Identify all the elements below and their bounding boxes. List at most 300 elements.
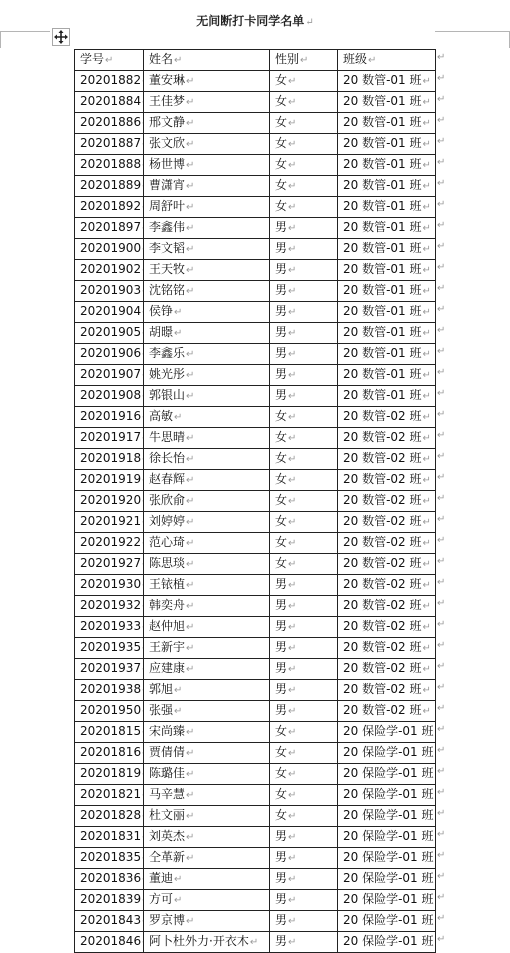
cell-class[interactable] <box>338 218 436 239</box>
cell-text: 宋尚臻 <box>149 724 186 738</box>
cell-name[interactable] <box>144 848 270 869</box>
cell-text: 20201919 <box>80 472 142 486</box>
cell-student-id[interactable] <box>75 470 144 491</box>
cell-mark: ↵ <box>288 160 297 171</box>
cell-class[interactable] <box>338 113 436 134</box>
table-row <box>75 911 436 932</box>
cell-name[interactable] <box>144 701 270 722</box>
cell-name[interactable] <box>144 890 270 911</box>
cell-gender[interactable] <box>270 701 338 722</box>
table-row <box>75 680 436 701</box>
row-end-mark: ↵ <box>437 766 446 777</box>
cell-class[interactable] <box>338 596 436 617</box>
cell-mark <box>435 748 436 759</box>
cell-text: 女 <box>275 199 288 213</box>
cell-name[interactable] <box>144 134 270 155</box>
cell-name[interactable] <box>144 512 270 533</box>
cell-class[interactable] <box>338 302 436 323</box>
cell-name[interactable] <box>144 365 270 386</box>
cell-gender[interactable] <box>270 785 338 806</box>
cell-mark: ↵ <box>186 916 195 927</box>
cell-gender[interactable] <box>270 575 338 596</box>
cell-mark: ↵ <box>186 790 195 801</box>
cell-mark: ↵ <box>186 769 195 780</box>
table-row <box>75 92 436 113</box>
cell-mark: ↵ <box>186 580 195 591</box>
row-end-mark: ↵ <box>437 472 446 483</box>
cell-class[interactable] <box>338 323 436 344</box>
cell-class[interactable] <box>338 638 436 659</box>
cell-student-id[interactable] <box>75 491 144 512</box>
cell-gender[interactable] <box>270 911 338 932</box>
cell-name[interactable] <box>144 491 270 512</box>
cell-class[interactable] <box>338 911 436 932</box>
cell-mark <box>435 832 436 843</box>
cell-class[interactable] <box>338 71 436 92</box>
cell-student-id[interactable] <box>75 365 144 386</box>
cell-class[interactable] <box>338 554 436 575</box>
cell-gender[interactable] <box>270 239 338 260</box>
cell-name[interactable] <box>144 386 270 407</box>
cell-class[interactable] <box>338 365 436 386</box>
row-end-mark: ↵ <box>437 934 446 945</box>
cell-text: 20 数管-01 班 <box>343 283 422 297</box>
cell-mark: ↵ <box>368 55 377 66</box>
cell-text: 20 保险学-01 班 <box>343 787 434 801</box>
cell-student-id[interactable] <box>75 848 144 869</box>
cell-gender[interactable] <box>270 176 338 197</box>
cell-student-id[interactable] <box>75 71 144 92</box>
cell-student-id[interactable] <box>75 869 144 890</box>
row-end-mark: ↵ <box>437 850 446 861</box>
row-end-mark: ↵ <box>437 73 446 84</box>
cell-mark: ↵ <box>174 412 183 423</box>
cell-gender[interactable] <box>270 533 338 554</box>
cell-text: 20 数管-02 班 <box>343 409 422 423</box>
cell-gender[interactable] <box>270 71 338 92</box>
cell-mark: ↵ <box>288 643 297 654</box>
cell-name[interactable] <box>144 155 270 176</box>
cell-name[interactable] <box>144 113 270 134</box>
cell-mark: ↵ <box>422 391 431 402</box>
cell-mark: ↵ <box>186 391 195 402</box>
row-end-mark: ↵ <box>437 787 446 798</box>
cell-name[interactable] <box>144 218 270 239</box>
row-end-mark: ↵ <box>437 283 446 294</box>
cell-name[interactable] <box>144 449 270 470</box>
cell-text: 20 数管-01 班 <box>343 157 422 171</box>
cell-gender[interactable] <box>270 260 338 281</box>
cell-student-id[interactable] <box>75 785 144 806</box>
cell-name[interactable] <box>144 344 270 365</box>
table-row <box>75 575 436 596</box>
cell-class[interactable] <box>338 533 436 554</box>
cell-name[interactable] <box>144 533 270 554</box>
cell-gender[interactable] <box>270 659 338 680</box>
cell-text: 女 <box>275 73 288 87</box>
table-move-handle-icon[interactable] <box>52 28 70 46</box>
table-row <box>75 218 436 239</box>
cell-mark: ↵ <box>288 664 297 675</box>
cell-text: 女 <box>275 136 288 150</box>
cell-text: 女 <box>275 409 288 423</box>
cell-student-id[interactable] <box>75 596 144 617</box>
cell-text: 20 数管-01 班 <box>343 325 422 339</box>
cell-gender[interactable] <box>270 743 338 764</box>
cell-student-id[interactable] <box>75 554 144 575</box>
document-title <box>0 12 510 29</box>
cell-student-id[interactable] <box>75 197 144 218</box>
cell-mark: ↵ <box>422 433 431 444</box>
cell-student-id[interactable] <box>75 407 144 428</box>
cell-text: 20201900 <box>80 241 142 255</box>
cell-student-id[interactable] <box>75 743 144 764</box>
cell-text: 20201908 <box>80 388 142 402</box>
cell-gender[interactable] <box>270 470 338 491</box>
cell-class[interactable] <box>338 890 436 911</box>
cell-class[interactable] <box>338 428 436 449</box>
cell-gender[interactable] <box>270 155 338 176</box>
cell-name[interactable] <box>144 680 270 701</box>
cell-text: 女 <box>275 94 288 108</box>
header-name <box>144 50 270 71</box>
cell-gender[interactable] <box>270 512 338 533</box>
cell-text: 张强 <box>149 703 174 717</box>
cell-class[interactable] <box>338 281 436 302</box>
cell-class[interactable] <box>338 617 436 638</box>
cell-class[interactable] <box>338 932 436 953</box>
cell-student-id[interactable] <box>75 827 144 848</box>
cell-text: 20201836 <box>80 871 142 885</box>
cell-gender[interactable] <box>270 197 338 218</box>
cell-mark <box>435 874 436 885</box>
cell-student-id[interactable] <box>75 155 144 176</box>
cell-gender[interactable] <box>270 407 338 428</box>
cell-student-id[interactable] <box>75 764 144 785</box>
cell-text: 男 <box>275 346 288 360</box>
cell-mark: ↵ <box>186 97 195 108</box>
cell-mark: ↵ <box>288 622 297 633</box>
cell-text: 女 <box>275 745 288 759</box>
row-end-mark: ↵ <box>437 661 446 672</box>
cell-name[interactable] <box>144 617 270 638</box>
cell-class[interactable] <box>338 848 436 869</box>
cell-class[interactable] <box>338 680 436 701</box>
cell-text: 20 数管-01 班 <box>343 346 422 360</box>
row-end-mark: ↵ <box>437 619 446 630</box>
cell-text: 20 数管-01 班 <box>343 178 422 192</box>
cell-gender[interactable] <box>270 722 338 743</box>
cell-text: 20 数管-02 班 <box>343 598 422 612</box>
cell-class[interactable] <box>338 701 436 722</box>
cell-name[interactable] <box>144 176 270 197</box>
cell-text: 阿卜杜外力·开衣木 <box>149 934 249 948</box>
cell-class[interactable] <box>338 407 436 428</box>
cell-class[interactable] <box>338 449 436 470</box>
table-row <box>75 176 436 197</box>
cell-mark: ↵ <box>422 181 431 192</box>
cell-student-id[interactable] <box>75 386 144 407</box>
cell-student-id[interactable] <box>75 575 144 596</box>
cell-class[interactable] <box>338 869 436 890</box>
row-end-mark: ↵ <box>437 262 446 273</box>
cell-gender[interactable] <box>270 218 338 239</box>
cell-student-id[interactable] <box>75 113 144 134</box>
cell-text: 李文韬 <box>149 241 186 255</box>
cell-name[interactable] <box>144 302 270 323</box>
cell-student-id[interactable] <box>75 617 144 638</box>
cell-name[interactable] <box>144 743 270 764</box>
cell-class[interactable] <box>338 722 436 743</box>
cell-text: 罗京博 <box>149 913 186 927</box>
cell-gender[interactable] <box>270 596 338 617</box>
cell-class[interactable] <box>338 260 436 281</box>
cell-class[interactable] <box>338 827 436 848</box>
cell-class[interactable] <box>338 386 436 407</box>
cell-name[interactable] <box>144 869 270 890</box>
cell-gender[interactable] <box>270 491 338 512</box>
cell-name[interactable] <box>144 71 270 92</box>
cell-student-id[interactable] <box>75 533 144 554</box>
cell-mark: ↵ <box>288 769 297 780</box>
cell-mark: ↵ <box>422 685 431 696</box>
cell-student-id[interactable] <box>75 722 144 743</box>
cell-student-id[interactable] <box>75 449 144 470</box>
cell-mark: ↵ <box>288 874 297 885</box>
cell-mark: ↵ <box>288 916 297 927</box>
cell-class[interactable] <box>338 197 436 218</box>
cell-name[interactable] <box>144 785 270 806</box>
cell-mark: ↵ <box>186 454 195 465</box>
cell-gender[interactable] <box>270 428 338 449</box>
cell-student-id[interactable] <box>75 323 144 344</box>
cell-student-id[interactable] <box>75 281 144 302</box>
cell-class[interactable] <box>338 491 436 512</box>
cell-text: 女 <box>275 808 288 822</box>
cell-gender[interactable] <box>270 323 338 344</box>
row-end-mark: ↵ <box>437 577 446 588</box>
cell-class[interactable] <box>338 176 436 197</box>
cell-text: 20201835 <box>80 850 142 864</box>
cell-text: 20201921 <box>80 514 142 528</box>
cell-student-id[interactable] <box>75 638 144 659</box>
cell-mark: ↵ <box>174 874 183 885</box>
table-header-row <box>75 50 436 71</box>
cell-gender[interactable] <box>270 764 338 785</box>
cell-text: 邢文静 <box>149 115 186 129</box>
cell-student-id[interactable] <box>75 239 144 260</box>
cell-text: 20201917 <box>80 430 142 444</box>
cell-student-id[interactable] <box>75 428 144 449</box>
cell-class[interactable] <box>338 575 436 596</box>
cell-name[interactable] <box>144 911 270 932</box>
cell-mark: ↵ <box>422 412 431 423</box>
cell-student-id[interactable] <box>75 92 144 113</box>
cell-text: 方可 <box>149 892 174 906</box>
cell-name[interactable] <box>144 659 270 680</box>
cell-text: 刘婷婷 <box>149 514 186 528</box>
cell-mark: ↵ <box>288 97 297 108</box>
cell-gender[interactable] <box>270 113 338 134</box>
cell-gender[interactable] <box>270 92 338 113</box>
cell-mark: ↵ <box>288 391 297 402</box>
cell-name[interactable] <box>144 323 270 344</box>
cell-text: 20 数管-01 班 <box>343 220 422 234</box>
cell-class[interactable] <box>338 155 436 176</box>
cell-text: 20 数管-02 班 <box>343 682 422 696</box>
row-end-mark: ↵ <box>437 325 446 336</box>
cell-name[interactable] <box>144 806 270 827</box>
cell-name[interactable] <box>144 575 270 596</box>
cell-student-id[interactable] <box>75 806 144 827</box>
row-end-mark: ↵ <box>437 514 446 525</box>
row-end-mark: ↵ <box>437 199 446 210</box>
cell-gender[interactable] <box>270 449 338 470</box>
cell-gender[interactable] <box>270 134 338 155</box>
cell-student-id[interactable] <box>75 932 144 953</box>
cell-mark: ↵ <box>186 139 195 150</box>
cell-class[interactable] <box>338 785 436 806</box>
cell-text: 女 <box>275 766 288 780</box>
cell-name[interactable] <box>144 722 270 743</box>
cell-gender[interactable] <box>270 680 338 701</box>
cell-name[interactable] <box>144 827 270 848</box>
cell-student-id[interactable] <box>75 890 144 911</box>
cell-gender[interactable] <box>270 344 338 365</box>
cell-gender[interactable] <box>270 848 338 869</box>
cell-mark: ↵ <box>186 517 195 528</box>
row-end-mark: ↵ <box>437 913 446 924</box>
cell-class[interactable] <box>338 659 436 680</box>
table-row <box>75 554 436 575</box>
cell-name[interactable] <box>144 260 270 281</box>
row-end-mark: ↵ <box>437 346 446 357</box>
row-end-mark: ↵ <box>437 157 446 168</box>
cell-text: 男 <box>275 661 288 675</box>
cell-student-id[interactable] <box>75 260 144 281</box>
cell-gender[interactable] <box>270 638 338 659</box>
cell-name[interactable] <box>144 596 270 617</box>
cell-mark <box>435 853 436 864</box>
cell-name[interactable] <box>144 197 270 218</box>
cell-gender[interactable] <box>270 932 338 953</box>
cell-class[interactable] <box>338 806 436 827</box>
cell-text: 20 保险学-01 班 <box>343 850 434 864</box>
cell-student-id[interactable] <box>75 176 144 197</box>
cell-text: 女 <box>275 514 288 528</box>
cell-text: 男 <box>275 577 288 591</box>
cell-text: 20201839 <box>80 892 142 906</box>
cell-gender[interactable] <box>270 554 338 575</box>
cell-class[interactable] <box>338 92 436 113</box>
cell-gender[interactable] <box>270 827 338 848</box>
cell-gender[interactable] <box>270 890 338 911</box>
cell-class[interactable] <box>338 512 436 533</box>
cell-mark: ↵ <box>174 895 183 906</box>
row-end-mark: ↵ <box>437 388 446 399</box>
cell-name[interactable] <box>144 638 270 659</box>
cell-student-id[interactable] <box>75 680 144 701</box>
cell-student-id[interactable] <box>75 701 144 722</box>
table-row <box>75 848 436 869</box>
cell-mark: ↵ <box>288 832 297 843</box>
cell-name[interactable] <box>144 92 270 113</box>
table-row <box>75 344 436 365</box>
cell-text: 男 <box>275 913 288 927</box>
cell-name[interactable] <box>144 470 270 491</box>
cell-mark: ↵ <box>186 622 195 633</box>
cell-text: 20201918 <box>80 451 142 465</box>
table-row <box>75 638 436 659</box>
cell-text: 20 数管-01 班 <box>343 136 422 150</box>
cell-mark: ↵ <box>422 265 431 276</box>
cell-gender[interactable] <box>270 365 338 386</box>
cell-student-id[interactable] <box>75 659 144 680</box>
cell-name[interactable] <box>144 281 270 302</box>
cell-mark: ↵ <box>288 811 297 822</box>
cell-gender[interactable] <box>270 386 338 407</box>
table-row <box>75 890 436 911</box>
cell-name[interactable] <box>144 428 270 449</box>
cell-student-id[interactable] <box>75 302 144 323</box>
cell-gender[interactable] <box>270 869 338 890</box>
cell-text: 男 <box>275 703 288 717</box>
cell-text: 高敏 <box>149 409 174 423</box>
cell-class[interactable] <box>338 344 436 365</box>
cell-text: 20 数管-01 班 <box>343 199 422 213</box>
cell-name[interactable] <box>144 239 270 260</box>
cell-mark: ↵ <box>186 370 195 381</box>
table-row <box>75 806 436 827</box>
cell-name[interactable] <box>144 932 270 953</box>
cell-text: 20201828 <box>80 808 142 822</box>
cell-student-id[interactable] <box>75 344 144 365</box>
cell-student-id[interactable] <box>75 134 144 155</box>
cell-text: 张文欣 <box>149 136 186 150</box>
table-row <box>75 386 436 407</box>
cell-text: 郭银山 <box>149 388 186 402</box>
cell-mark: ↵ <box>186 853 195 864</box>
cell-text: 20201886 <box>80 115 142 129</box>
table-row <box>75 260 436 281</box>
cell-name[interactable] <box>144 554 270 575</box>
cell-class[interactable] <box>338 743 436 764</box>
cell-student-id[interactable] <box>75 512 144 533</box>
cell-student-id[interactable] <box>75 218 144 239</box>
cell-mark: ↵ <box>186 160 195 171</box>
cell-text: 女 <box>275 430 288 444</box>
table-row <box>75 470 436 491</box>
cell-student-id[interactable] <box>75 911 144 932</box>
cell-name[interactable] <box>144 764 270 785</box>
cell-gender[interactable] <box>270 302 338 323</box>
cell-gender[interactable] <box>270 281 338 302</box>
cell-name[interactable] <box>144 407 270 428</box>
cell-class[interactable] <box>338 134 436 155</box>
cell-text: 20 保险学-01 班 <box>343 892 434 906</box>
cell-text: 20 数管-01 班 <box>343 94 422 108</box>
cell-gender[interactable] <box>270 617 338 638</box>
cell-mark: ↵ <box>186 643 195 654</box>
cell-class[interactable] <box>338 764 436 785</box>
cell-class[interactable] <box>338 239 436 260</box>
cell-gender[interactable] <box>270 806 338 827</box>
table-row <box>75 596 436 617</box>
cell-class[interactable] <box>338 470 436 491</box>
table-row <box>75 407 436 428</box>
cell-text: 20201882 <box>80 73 142 87</box>
cell-text: 20201905 <box>80 325 142 339</box>
